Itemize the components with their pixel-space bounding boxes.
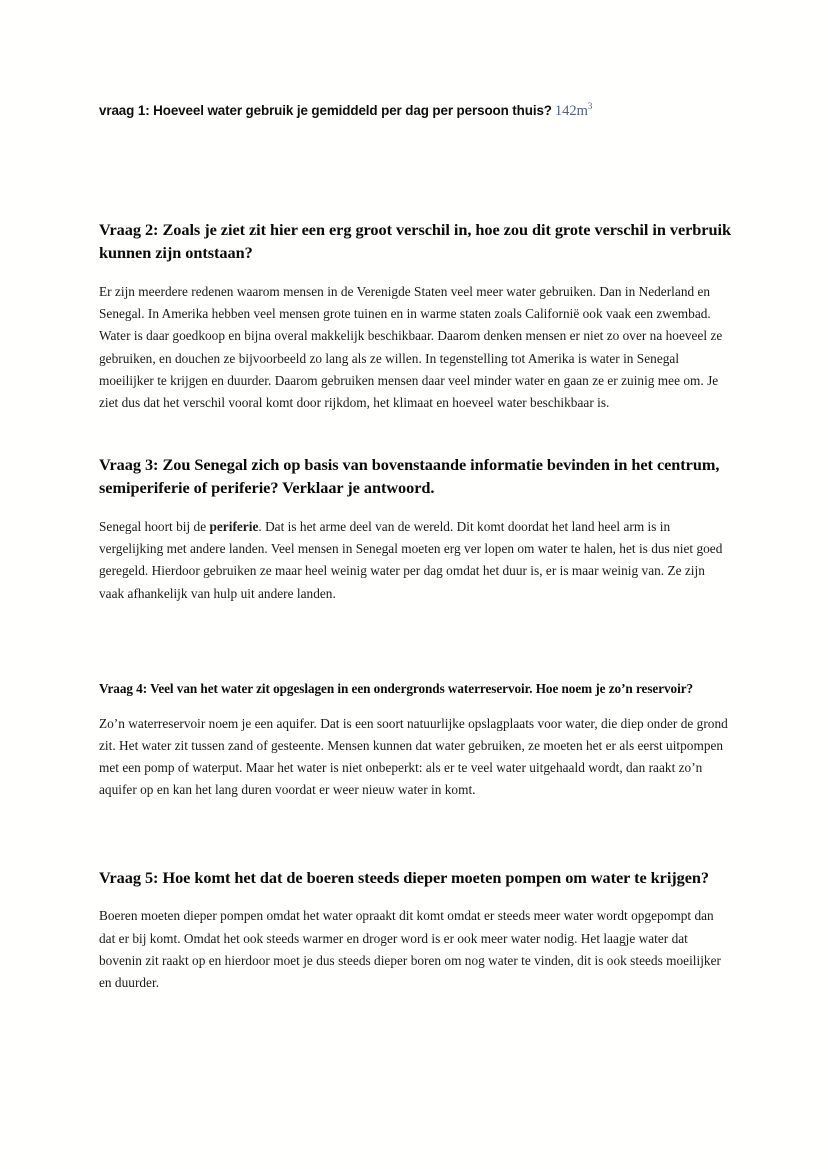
- question-3-heading: Vraag 3: Zou Senegal zich op basis van bovenstaande informatie bevinden in het centrum, semiperiferie of periferie? Verklaar je antwoord.: [99, 454, 720, 498]
- question-1-heading: vraag 1: Hoeveel water gebruik je gemiddeld per dag per persoon thuis?: [99, 103, 552, 118]
- question-3-answer-text-after: . Dat is het arme deel van de wereld. Dit komt doordat het land heel arm is in vergelijking met andere landen. Veel mensen in Senegal moeten erg ver lopen om water te halen, het is dus niet goed geregeld. Hierdoor gebruiken ze maar heel weinig water per dag omdat het duur is, er is maar weinig van. Ze zijn vaak afhankelijk van hulp uit andere landen.: [99, 518, 723, 601]
- question-1-block: [99, 100, 733, 122]
- document-content-column: [99, 0, 733, 995]
- question-3-answer-text-before: Senegal hoort bij de: [99, 518, 210, 534]
- question-2-heading: Vraag 2: Zoals je ziet zit hier een erg groot verschil in, hoe zou dit grote verschil in verbruik kunnen zijn ontstaan?: [99, 219, 731, 263]
- question-5-answer-body: Boeren moeten dieper pompen omdat het water opraakt dit komt omdat er steeds meer water wordt opgepompt dan dat er bij komt. Omdat het ook steeds warmer en droger word is er ook meer water nodig. Het laagje water dat bovenin zit raakt op en hierdoor moet je dus steeds dieper boren om nog water te vinden, dit is ook steeds moeilijker en duurder.: [99, 908, 721, 991]
- question-1-answer-exponent: 3: [587, 101, 593, 112]
- question-1-answer-value: 142m: [554, 103, 588, 119]
- question-4-answer-body: Zo’n waterreservoir noem je een aquifer. Dat is een soort natuurlijke opslagplaats voor water, die diep onder de grond zit. Het water zit tussen zand of gesteente. Mensen kunnen dat water gebruiken, ze moeten het er als eerst uitpompen met een pomp of waterput. Maar het water is niet onbeperkt: als er te veel water uitgehaald wordt, dan raakt zo’n aquifer op en kan het lang duren voordat er weer nieuw water in komt.: [99, 715, 728, 798]
- question-3-answer-body: [99, 516, 733, 605]
- question-2-answer-body: Er zijn meerdere redenen waarom mensen in de Verenigde Staten veel meer water gebruiken. Dan in Nederland en Senegal. In Amerika hebben veel mensen grote tuinen en in warme staten zoals Californië ook vaak een zwembad. Water is daar goedkoop en bijna overal makkelijk beschikbaar. Daarom denken mensen er niet zo over na hoeveel ze gebruiken, en douchen ze bijvoorbeeld zo lang als ze willen. In tegenstelling tot Amerika is water in Senegal moeilijker te krijgen en duurder. Daarom gebruiken mensen daar veel minder water en gaan ze er zuinig mee om. Je ziet dus dat het verschil vooral komt door rijkdom, het klimaat en hoeveel water beschikbaar is.: [99, 283, 723, 411]
- question-3-answer-bold-term: periferie: [209, 518, 259, 534]
- question-5-heading: Vraag 5: Hoe komt het dat de boeren steeds dieper moeten pompen om water te krijgen?: [99, 867, 710, 887]
- question-1-answer: [555, 103, 593, 119]
- question-4-heading: Vraag 4: Veel van het water zit opgeslagen in een ondergronds waterreservoir. Hoe noem je zo’n reservoir?: [99, 681, 694, 697]
